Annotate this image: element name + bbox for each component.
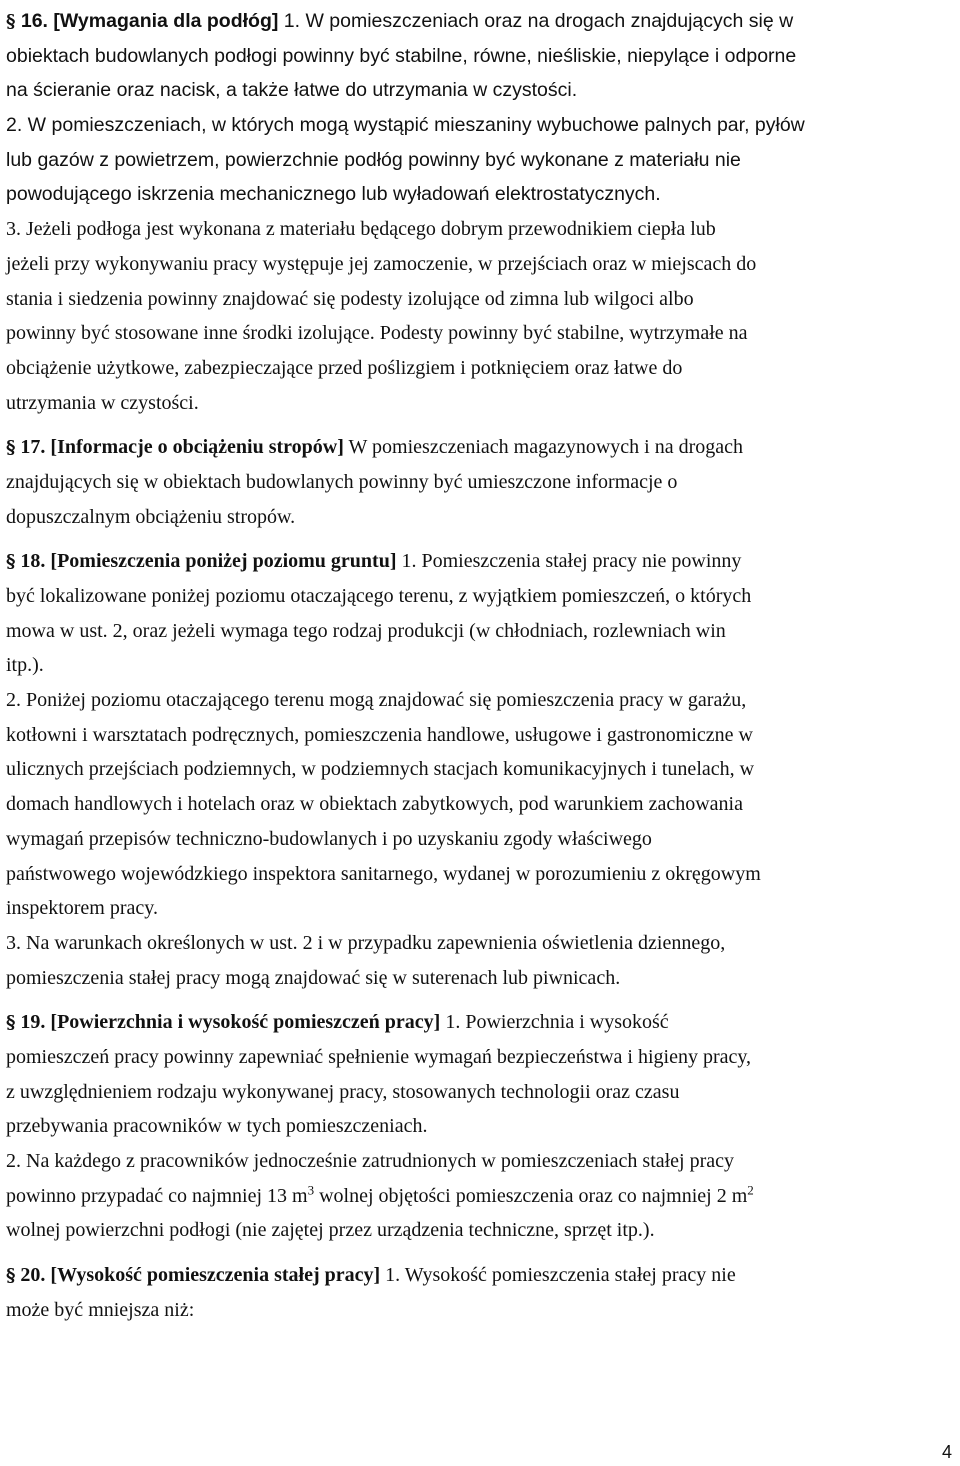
section-text: 1. W pomieszczeniach oraz na drogach znajdujących się w (278, 10, 794, 32)
section-title: [Pomieszczenia poniżej poziomu gruntu] (50, 550, 397, 573)
section-18-line-5: 2. Poniżej poziomu otaczającego terenu mogą znajdować się pomieszczenia pracy w garażu, (6, 689, 747, 712)
section-18-line-2: być lokalizowane poniżej poziomu otaczającego terenu, z wyjątkiem pomieszczeń, o których (6, 585, 752, 607)
section-title: [Wysokość pomieszczenia stałej pracy] (50, 1264, 381, 1287)
section-18-line-7: ulicznych przejściach podziemnych, w podziemnych stacjach komunikacyjnych i tunelach, w (6, 758, 755, 781)
section-17-line-3: dopuszczalnym obciążeniu stropów. (6, 505, 296, 528)
section-18-line-9: wymagań przepisów techniczno-budowlanych i po uzyskaniu zgody właściwego (6, 827, 652, 850)
section-16-line-10: powinny być stosowane inne środki izolujące. Podesty powinny być stabilne, wytrzymałe na (6, 322, 748, 345)
section-number: 17. (20, 436, 46, 459)
section-19-line-4: przebywania pracowników w tych pomieszczeniach. (6, 1115, 428, 1138)
section-20 (6, 1258, 950, 1327)
section-18-line-13: pomieszczenia stałej pracy mogą znajdować się w suterenach lub piwnicach. (6, 966, 621, 989)
section-text: 1. Pomieszczenia stałej pracy nie powinny (396, 550, 742, 573)
section-number: 16. (20, 10, 48, 32)
superscript-cubic: 3 (307, 1182, 315, 1198)
section-number: 18. (20, 550, 46, 573)
section-number: 19. (20, 1011, 46, 1034)
section-19-line-5: 2. Na każdego z pracowników jednocześnie zatrudnionych w pomieszczeniach stałej pracy (6, 1150, 735, 1172)
section-gap (6, 534, 950, 544)
section-16-line-7: 3. Jeżeli podłoga jest wykonana z materiału będącego dobrym przewodnikiem ciepła lub (6, 218, 716, 241)
section-18-line-4: itp.). (6, 654, 44, 677)
section-18-line-12: 3. Na warunkach określonych w ust. 2 i w przypadku zapewnienia oświetlenia dziennego, (6, 931, 726, 954)
section-18-line-10: państwowego wojewódzkiego inspektora sanitarnego, wydanej w porozumieniu z okręgowym (6, 862, 761, 885)
section-16 (6, 4, 950, 420)
section-gap (6, 1248, 950, 1258)
section-19-line-7: wolnej powierzchni podłogi (nie zajętej przez urządzenia techniczne, sprzęt itp.). (6, 1219, 655, 1242)
section-text: powinno przypadać co najmniej 13 m (6, 1184, 308, 1207)
section-number: 20. (20, 1264, 46, 1287)
section-text: wolnej objętości pomieszczenia oraz co najmniej 2 m (314, 1184, 748, 1207)
section-symbol: § (6, 551, 16, 573)
section-17 (6, 430, 950, 534)
section-text: W pomieszczeniach magazynowych i na drogach (343, 436, 744, 459)
document-page (6, 4, 950, 1327)
section-16-line-9: stania i siedzenia powinny znajdować się podesty izolujące od zimna lub wilgoci albo (6, 287, 694, 310)
section-symbol: § (6, 11, 16, 32)
section-19-line-3: z uwzględnieniem rodzaju wykonywanej pracy, stosowanych technologii oraz czasu (6, 1080, 680, 1103)
section-19-line-2: pomieszczeń pracy powinny zapewniać spełnienie wymagań bezpieczeństwa i higieny pracy, (6, 1045, 752, 1068)
section-16-line-8: jeżeli przy wykonywaniu pracy występuje jej zamoczenie, w przejściach oraz w miejscach do (6, 252, 757, 275)
section-19 (6, 1005, 950, 1248)
section-16-line-2: obiektach budowlanych podłogi powinny być stabilne, równe, nieśliskie, niepylące i odporne (6, 44, 797, 67)
section-symbol: § (6, 1265, 16, 1287)
section-18 (6, 544, 950, 995)
section-19-line-6 (6, 1179, 950, 1214)
section-19-line-1 (6, 1005, 950, 1040)
section-16-line-11: obciążenie użytkowe, zabezpieczające przed poślizgiem i potknięciem oraz łatwe do (6, 356, 683, 379)
section-gap (6, 995, 950, 1005)
section-title: [Wymagania dla podłóg] (53, 10, 279, 32)
section-16-line-3: na ścieranie oraz nacisk, a także łatwe do utrzymania w czystości. (6, 79, 578, 102)
section-20-line-2: może być mniejsza niż: (6, 1298, 195, 1321)
page-number: 4 (941, 1442, 952, 1462)
section-18-line-3: mowa w ust. 2, oraz jeżeli wymaga tego rodzaj produkcji (w chłodniach, rozlewniach win (6, 619, 726, 642)
section-17-line-2: znajdujących się w obiektach budowlanych powinny być umieszczone informacje o (6, 470, 678, 493)
section-20-line-1 (6, 1258, 950, 1293)
section-18-line-6: kotłowni i warsztatach podręcznych, pomieszczenia handlowe, usługowe i gastronomiczne w (6, 723, 753, 746)
section-text: 1. Powierzchnia i wysokość (440, 1011, 669, 1034)
section-16-line-5: lub gazów z powietrzem, powierzchnie podłóg powinny być wykonane z materiału nie (6, 148, 741, 171)
section-symbol: § (6, 1012, 16, 1034)
section-title: [Powierzchnia i wysokość pomieszczeń pracy] (50, 1011, 441, 1034)
section-17-line-1 (6, 430, 950, 465)
superscript-square: 2 (747, 1182, 754, 1198)
section-18-line-8: domach handlowych i hotelach oraz w obiektach zabytkowych, pod warunkiem zachowania (6, 793, 743, 816)
section-text: 1. Wysokość pomieszczenia stałej pracy nie (380, 1264, 736, 1287)
section-18-line-1 (6, 544, 950, 579)
section-title: [Informacje o obciążeniu stropów] (50, 436, 344, 459)
section-gap (6, 420, 950, 430)
section-18-line-11: inspektorem pracy. (6, 897, 158, 920)
section-16-line-4: 2. W pomieszczeniach, w których mogą wystąpić mieszaniny wybuchowe palnych par, pyłów (6, 114, 805, 137)
section-16-line-1 (6, 4, 950, 39)
section-16-line-6: powodującego iskrzenia mechanicznego lub wyładowań elektrostatycznych. (6, 183, 661, 206)
section-symbol: § (6, 437, 16, 459)
section-16-line-12: utrzymania w czystości. (6, 391, 199, 414)
